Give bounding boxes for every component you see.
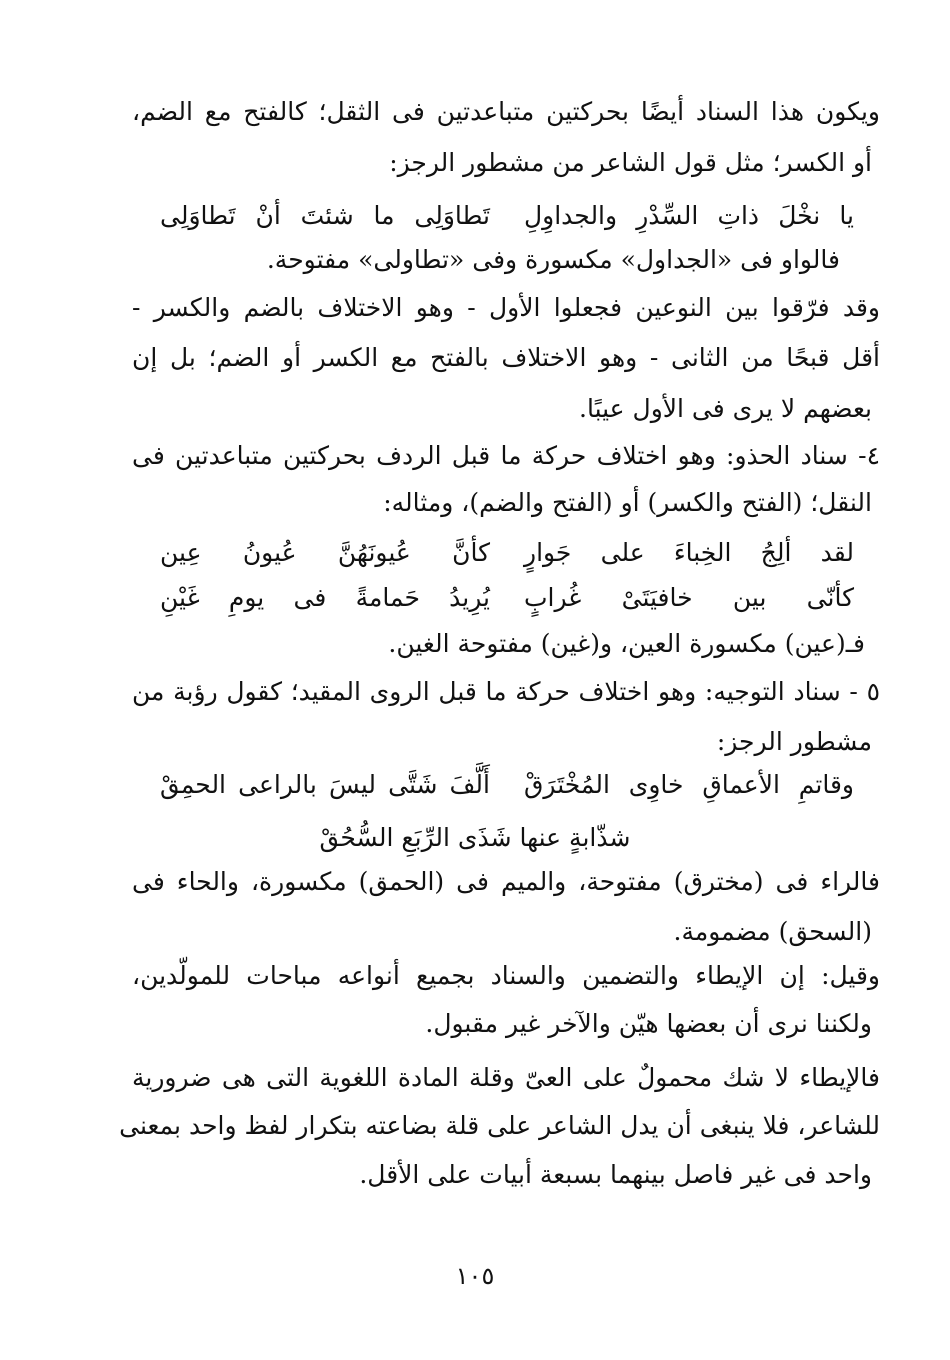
text-line: فالواو فى «الجداول» مكسورة وفى «تطاولى» مفتوحة. bbox=[266, 245, 840, 274]
text-line: أو الكسر؛ مثل قول الشاعر من مشطور الرجز: bbox=[389, 148, 872, 177]
text-line: ولكننا نرى أن بعضها هيّن والآخر غير مقبول. bbox=[425, 1009, 872, 1038]
verse-hemistich-left: أَلَّفَ شَتَّى ليسَ بالراعى الحمِقْ bbox=[160, 770, 490, 799]
verse-hemistich-right: وقاتمِ الأعماقِ خاوِى المُخْتَرَقْ bbox=[524, 770, 854, 799]
text-line: فالإيطاء لا شك محمولٌ على العىّ وقلة المادة اللغوية التى هى ضرورية bbox=[132, 1063, 880, 1092]
text-line: وقيل: إن الإيطاء والتضمين والسناد بجميع أنواعه مباحات للمولّدين، bbox=[132, 961, 880, 990]
text-line: وقد فرّقوا بين النوعين فجعلوا الأول - وهو الاختلاف بالضم والكسر - bbox=[132, 293, 880, 322]
text-line: للشاعر، فلا ينبغى أن يدل الشاعر على قلة بضاعته بتكرار لفظ واحد بمعنى bbox=[119, 1111, 880, 1140]
text-line: أقل قبحًا من الثانى - وهو الاختلاف بالفتح مع الكسر أو الضم؛ بل إن bbox=[132, 343, 880, 372]
page-number: ١٠٥ bbox=[455, 1262, 495, 1290]
text-line: فالراء فى (مخترق) مفتوحة، والميم فى (الحمق) مكسورة، والحاء فى bbox=[132, 867, 880, 896]
text-line: مشطور الرجز: bbox=[716, 727, 872, 756]
text-line: (السحق) مضمومة. bbox=[673, 917, 872, 946]
verse-hemistich-right: يا نخْلَ ذاتِ السِّدْرِ والجداوِلِ bbox=[524, 201, 854, 230]
verse-hemistich-right: كأنّى بين خافيَتَىْ غُرابٍ bbox=[524, 583, 854, 612]
verse-centered: شذّابةٍ عنها شَذَى الرِّبَعِ السُّحُقْ bbox=[319, 823, 631, 852]
text-line: النقل؛ (الفتح والكسر) أو (الفتح والضم)، ومثاله: bbox=[383, 488, 872, 517]
verse-hemistich-right: لقد ألِجُ الخِباءَ على جَوارٍ bbox=[524, 538, 854, 567]
verse-hemistich-left: يُرِيدُ حَمامةً فى يومِ غَيْنِ bbox=[160, 583, 490, 612]
text-line: بعضهم لا يرى فى الأول عيبًا. bbox=[579, 394, 872, 423]
text-line: فـ(عين) مكسورة العين، و(غين) مفتوحة الغين. bbox=[388, 629, 865, 658]
text-line: ٤- سناد الحذو: وهو اختلاف حركة ما قبل الردف بحركتين متباعدتين فى bbox=[132, 441, 880, 470]
text-line: ويكون هذا السناد أيضًا بحركتين متباعدتين فى الثقل؛ كالفتح مع الضم، bbox=[132, 97, 880, 126]
verse-hemistich-left: تَطاوَلِى ما شئتَ أنْ تَطاوَلِى bbox=[160, 201, 490, 230]
text-line: ٥ - سناد التوجيه: وهو اختلاف حركة ما قبل الروى المقيد؛ كقول رؤبة من bbox=[132, 677, 880, 706]
text-line: واحد فى غير فاصل بينهما بسبعة أبيات على الأقل. bbox=[359, 1160, 872, 1189]
verse-hemistich-left: كأنَّ عُيونَهُنَّ عُيونُ عِين bbox=[160, 538, 490, 567]
